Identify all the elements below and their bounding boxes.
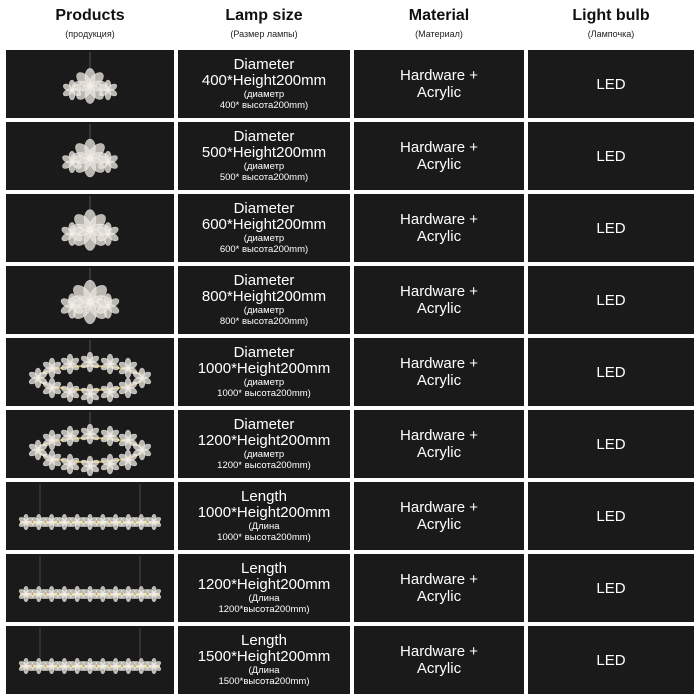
table-row-5 — [6, 338, 694, 406]
size-line-1: Diameter — [233, 128, 295, 145]
bulb-value: LED — [596, 363, 626, 381]
bulb-cell — [528, 194, 694, 262]
material-line-1: Hardware + — [400, 499, 478, 516]
lamp-size-cell — [178, 338, 350, 406]
material-line-2: Acrylic — [416, 84, 462, 101]
lamp-size-cell — [178, 482, 350, 550]
linear-lamp-icon — [10, 484, 170, 548]
bulb-value: LED — [596, 435, 626, 453]
header-products-title: Products — [55, 7, 125, 24]
size-line-2: 1500*Height200mm — [197, 648, 331, 665]
size-line-1: Diameter — [233, 344, 295, 361]
size-line-1: Diameter — [233, 416, 295, 433]
lamp-size-cell — [178, 266, 350, 334]
header-material — [354, 6, 524, 41]
material-line-2: Acrylic — [416, 516, 462, 533]
material-line-1: Hardware + — [400, 355, 478, 372]
bulb-value: LED — [596, 651, 626, 669]
flower-lamp-icon — [10, 124, 170, 188]
product-image-cell — [6, 50, 174, 118]
ring-lamp-icon — [10, 340, 170, 404]
size-line-2: 1000*Height200mm — [197, 360, 331, 377]
material-line-1: Hardware + — [400, 67, 478, 84]
size-line-2: 1200*Height200mm — [197, 432, 331, 449]
header-material-title: Material — [408, 7, 470, 24]
material-line-2: Acrylic — [416, 444, 462, 461]
product-image-cell — [6, 410, 174, 478]
table-row-2 — [6, 122, 694, 190]
material-cell — [354, 194, 524, 262]
lamp-size-cell — [178, 554, 350, 622]
product-image-cell — [6, 122, 174, 190]
material-line-2: Acrylic — [416, 372, 462, 389]
material-cell — [354, 338, 524, 406]
size-line-4: 800* высота200mm) — [219, 316, 309, 327]
header-products-sub: (продукция) — [65, 29, 115, 39]
material-line-1: Hardware + — [400, 283, 478, 300]
lamp-size-cell — [178, 626, 350, 694]
table-row-3 — [6, 194, 694, 262]
material-cell — [354, 122, 524, 190]
product-image-cell — [6, 554, 174, 622]
bulb-cell — [528, 338, 694, 406]
bulb-value: LED — [596, 147, 626, 165]
flower-lamp-icon — [10, 52, 170, 116]
lamp-size-cell — [178, 50, 350, 118]
bulb-value: LED — [596, 291, 626, 309]
bulb-cell — [528, 266, 694, 334]
size-line-3: (диаметр — [243, 305, 285, 316]
material-line-2: Acrylic — [416, 228, 462, 245]
bulb-value: LED — [596, 579, 626, 597]
header-bulb-sub: (Лампочка) — [587, 29, 635, 39]
product-image-cell — [6, 338, 174, 406]
size-line-3: (диаметр — [243, 377, 285, 388]
size-line-4: 500* высота200mm) — [219, 172, 309, 183]
ring-lamp-icon — [10, 412, 170, 476]
material-line-1: Hardware + — [400, 139, 478, 156]
table-row-1 — [6, 50, 694, 118]
size-line-4: 1200*высота200mm) — [218, 604, 310, 615]
header-size-sub: (Размер лампы) — [230, 29, 298, 39]
lamp-size-cell — [178, 410, 350, 478]
size-line-2: 500*Height200mm — [201, 144, 327, 161]
bulb-cell — [528, 410, 694, 478]
size-line-3: (диаметр — [243, 449, 285, 460]
table-row-4 — [6, 266, 694, 334]
material-line-1: Hardware + — [400, 211, 478, 228]
size-line-3: (Длина — [248, 521, 280, 532]
size-line-2: 400*Height200mm — [201, 72, 327, 89]
header-size — [178, 6, 350, 41]
table-row-8 — [6, 554, 694, 622]
size-line-1: Length — [241, 560, 287, 577]
material-cell — [354, 410, 524, 478]
bulb-cell — [528, 482, 694, 550]
table-header — [0, 0, 700, 50]
size-line-4: 1000* высота200mm) — [217, 532, 311, 543]
product-image-cell — [6, 194, 174, 262]
size-line-3: (диаметр — [243, 233, 285, 244]
size-line-3: (Длина — [248, 593, 280, 604]
size-line-2: 800*Height200mm — [201, 288, 327, 305]
material-cell — [354, 554, 524, 622]
size-line-4: 400* высота200mm) — [219, 100, 309, 111]
size-line-3: (диаметр — [243, 161, 285, 172]
lamp-size-cell — [178, 122, 350, 190]
size-line-4: 1500*высота200mm) — [218, 676, 310, 687]
table-row-7 — [6, 482, 694, 550]
table-row-9 — [6, 626, 694, 694]
size-line-4: 1200* высота200mm) — [217, 460, 311, 471]
material-cell — [354, 50, 524, 118]
size-line-1: Diameter — [233, 200, 295, 217]
size-line-2: 600*Height200mm — [201, 216, 327, 233]
material-line-1: Hardware + — [400, 643, 478, 660]
material-line-2: Acrylic — [416, 156, 462, 173]
product-image-cell — [6, 626, 174, 694]
header-material-sub: (Материал) — [415, 29, 463, 39]
bulb-value: LED — [596, 507, 626, 525]
size-line-1: Diameter — [233, 272, 295, 289]
material-cell — [354, 626, 524, 694]
header-bulb — [528, 6, 694, 41]
size-line-1: Length — [241, 488, 287, 505]
bulb-cell — [528, 554, 694, 622]
product-image-cell — [6, 266, 174, 334]
bulb-value: LED — [596, 219, 626, 237]
size-line-1: Diameter — [233, 56, 295, 73]
size-line-3: (диаметр — [243, 89, 285, 100]
material-cell — [354, 266, 524, 334]
bulb-value: LED — [596, 75, 626, 93]
flower-lamp-icon — [10, 196, 170, 260]
header-bulb-title: Light bulb — [572, 7, 650, 24]
size-line-3: (Длина — [248, 665, 280, 676]
bulb-cell — [528, 626, 694, 694]
table-row-6 — [6, 410, 694, 478]
header-products — [6, 6, 174, 41]
material-line-1: Hardware + — [400, 427, 478, 444]
material-line-2: Acrylic — [416, 588, 462, 605]
size-line-4: 600* высота200mm) — [219, 244, 309, 255]
lamp-size-cell — [178, 194, 350, 262]
header-size-title: Lamp size — [225, 7, 303, 24]
size-line-4: 1000* высота200mm) — [217, 388, 311, 399]
material-cell — [354, 482, 524, 550]
material-line-2: Acrylic — [416, 660, 462, 677]
linear-lamp-icon — [10, 628, 170, 692]
flower-lamp-icon — [10, 268, 170, 332]
size-line-1: Length — [241, 632, 287, 649]
material-line-2: Acrylic — [416, 300, 462, 317]
bulb-cell — [528, 50, 694, 118]
bulb-cell — [528, 122, 694, 190]
material-line-1: Hardware + — [400, 571, 478, 588]
size-line-2: 1000*Height200mm — [197, 504, 331, 521]
linear-lamp-icon — [10, 556, 170, 620]
size-line-2: 1200*Height200mm — [197, 576, 331, 593]
product-image-cell — [6, 482, 174, 550]
